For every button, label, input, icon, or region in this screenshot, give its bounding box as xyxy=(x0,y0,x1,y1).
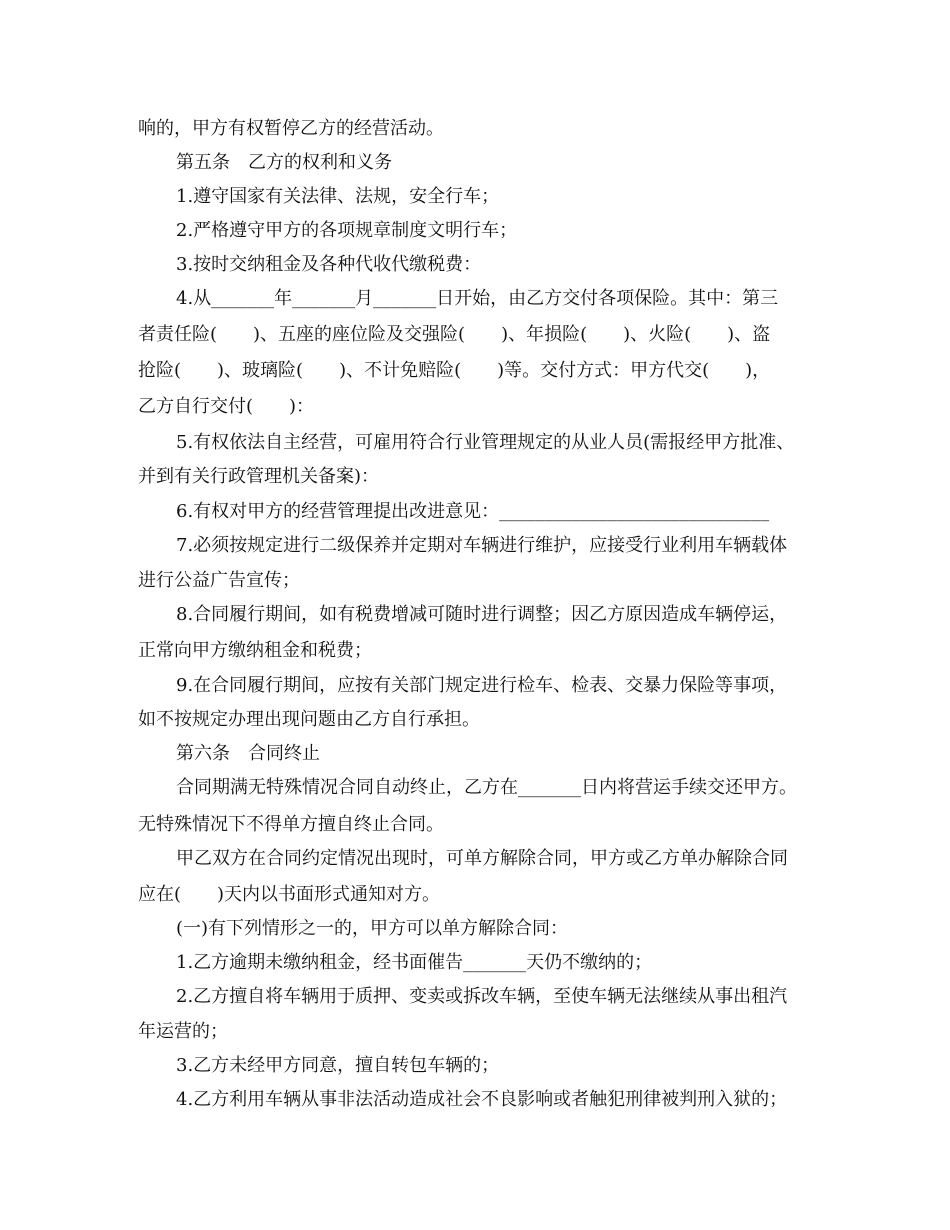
text-line: 进行公益广告宣传； xyxy=(138,570,300,591)
text-line: 响的，甲方有权暂停乙方的经营活动。 xyxy=(138,118,444,139)
text-line: 5.有权依法自主经营，可雇用符合行业管理规定的从业人员(需报经甲方批准、 xyxy=(176,432,795,453)
section-heading: 第五条 乙方的权利和义务 xyxy=(176,152,392,173)
text-line: 8.合同履行期间，如有税费增减可随时进行调整；因乙方原因造成车辆停运， xyxy=(176,604,788,625)
text-line: 年运营的； xyxy=(138,1021,228,1042)
text-line: 9.在合同履行期间，应按有关部门规定进行检车、检表、交暴力保险等事项， xyxy=(176,675,788,696)
text-line: 正常向甲方缴纳租金和税费； xyxy=(138,640,372,661)
text-line: 4.乙方利用车辆从事非法活动造成社会不良影响或者触犯刑律被判刑入狱的； xyxy=(176,1089,788,1110)
text-line: 抢险( )、玻璃险( )、不计免赔险( )等。交付方式：甲方代交( )， xyxy=(138,360,771,381)
text-line: 应在( )天内以书面形式通知对方。 xyxy=(138,884,441,905)
text-line: 7.必须按规定进行二级保养并定期对车辆进行维护，应接受行业利用车辆载体 xyxy=(176,535,788,556)
text-line: 4.从_______年_______月_______日开始，由乙方交付各项保险。其中：第三 xyxy=(176,288,779,309)
text-line: 甲乙双方在合同约定情况出现时，可单方解除合同，甲方或乙方单办解除合同 xyxy=(176,848,788,869)
text-line: 无特殊情况下不得单方擅自终止合同。 xyxy=(138,814,444,835)
text-line: 1.遵守国家有关法律、法规，安全行车； xyxy=(176,186,500,207)
text-line: (一)有下列情形之一的，甲方可以单方解除合同： xyxy=(176,918,569,939)
text-line: 3.按时交纳租金及各种代收代缴税费： xyxy=(176,254,482,275)
text-line: 并到有关行政管理机关备案)： xyxy=(138,466,380,487)
section-heading: 第六条 合同终止 xyxy=(176,743,320,764)
text-line: 乙方自行交付( )： xyxy=(138,396,315,417)
text-line: 合同期满无特殊情况合同自动终止，乙方在_______日内将营运手续交还甲方。 xyxy=(176,777,797,798)
text-line: 者责任险( )、五座的座位险及交强险( )、年损险( )、火险( )、盗 xyxy=(138,324,771,345)
text-line: 1.乙方逾期未缴纳租金，经书面催告_______天仍不缴纳的； xyxy=(176,952,653,973)
text-line: 6.有权对甲方的经营管理提出改进意见：______________________________ xyxy=(176,501,770,522)
text-line: 3.乙方未经甲方同意，擅自转包车辆的； xyxy=(176,1055,500,1076)
text-line: 如不按规定办理出现问题由乙方自行承担。 xyxy=(138,709,480,730)
text-line: 2.严格遵守甲方的各项规章制度文明行车； xyxy=(176,220,518,241)
text-line: 2.乙方擅自将车辆用于质押、变卖或拆改车辆，至使车辆无法继续从事出租汽 xyxy=(176,986,788,1007)
